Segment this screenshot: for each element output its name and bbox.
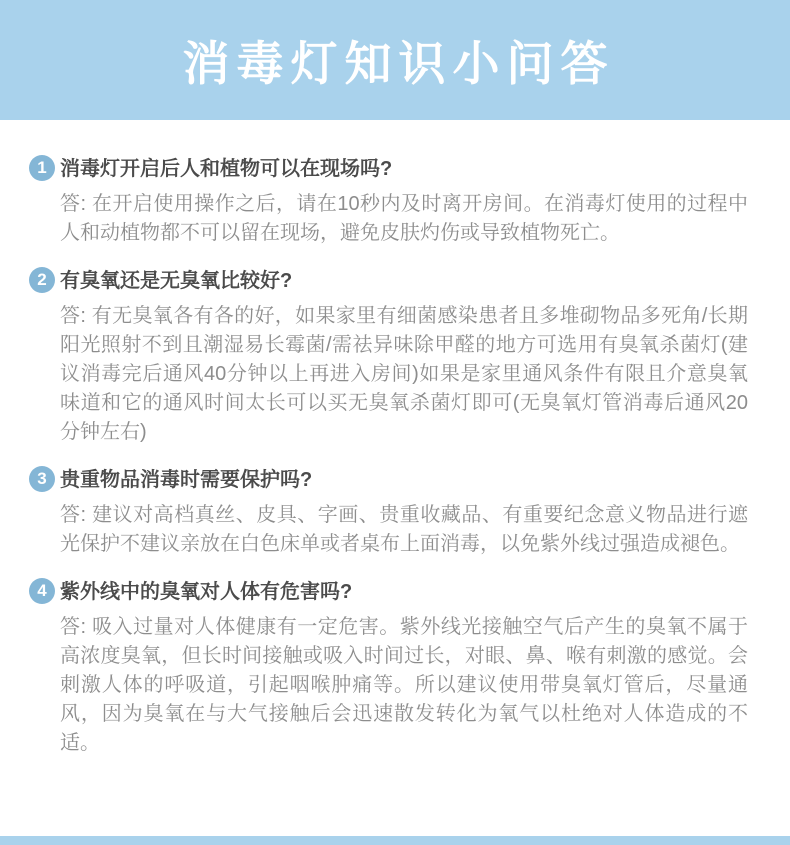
question-text: 紫外线中的臭氧对人体有危害吗? [60, 581, 353, 603]
faq-item [37, 268, 748, 447]
answer-text: 答: 建议对高档真丝、皮具、字画、贵重收藏品、有重要纪念意义物品进行遮光保护不建议亲放在白色床单或者桌布上面消毒，以免紫外线过强造成褪色。 [60, 504, 748, 555]
question-text: 有臭氧还是无臭氧比较好? [60, 270, 293, 292]
question-text: 贵重物品消毒时需要保护吗? [60, 469, 313, 491]
footer-accent-bar [0, 836, 790, 845]
faq-item [37, 467, 748, 559]
answer-text: 答: 有无臭氧各有各的好，如果家里有细菌感染患者且多堆砌物品多死角/长期阳光照射不到且潮湿易长霉菌/需祛异味除甲醛的地方可选用有臭氧杀菌灯(建议消毒完后通风40分钟以上再进入房间)如果是家里通风条件有限且介意臭氧味道和它的通风时间太长可以买无臭氧杀菌灯即可(无臭氧灯管消毒后通风20分钟左右) [60, 305, 748, 443]
item-number-badge: 3 [29, 466, 55, 492]
faq-item [37, 579, 748, 758]
page-header [0, 0, 790, 120]
question-text: 消毒灯开启后人和植物可以在现场吗? [60, 158, 393, 180]
item-number-badge: 1 [29, 155, 55, 181]
answer-text: 答: 吸入过量对人体健康有一定危害。紫外线光接触空气后产生的臭氧不属于高浓度臭氧，但长时间接触或吸入时间过长，对眼、鼻、喉有刺激的感觉。会刺激人体的呼吸道，引起咽喉肿痛等。所以建议使用带臭氧灯管后，尽量通风，因为臭氧在与大气接触后会迅速散发转化为氧气以杜绝对人体造成的不适。 [60, 616, 748, 754]
item-number-badge: 2 [29, 267, 55, 293]
page-title: 消毒灯知识小问答 [182, 36, 615, 90]
item-number-badge: 4 [29, 578, 55, 604]
answer-text: 答: 在开启使用操作之后，请在10秒内及时离开房间。在消毒灯使用的过程中人和动植物都不可以留在现场，避免皮肤灼伤或导致植物死亡。 [60, 193, 748, 244]
faq-item [37, 156, 748, 248]
faq-list [0, 120, 790, 836]
